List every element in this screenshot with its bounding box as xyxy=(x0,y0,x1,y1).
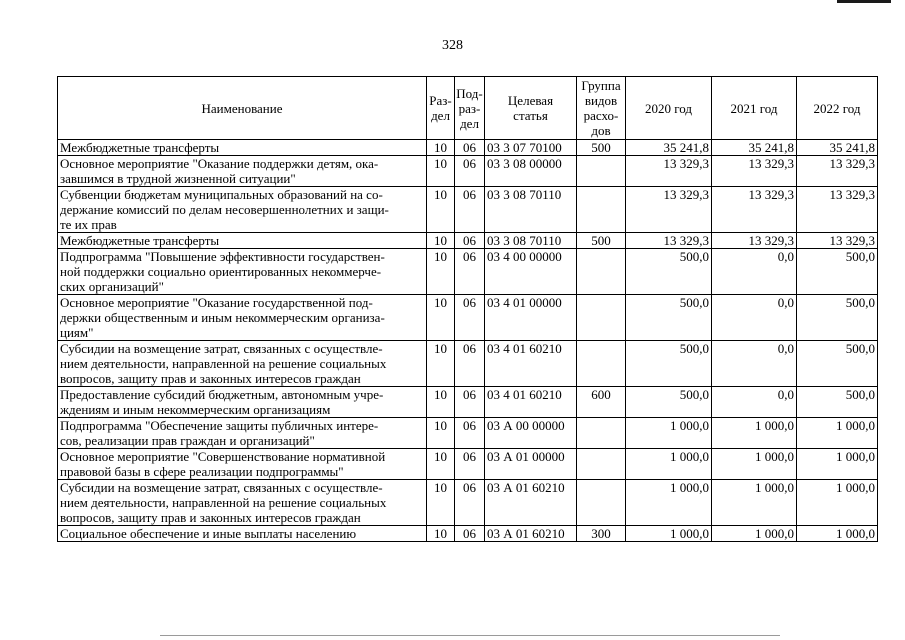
cell-2021: 1 000,0 xyxy=(712,418,797,449)
cell-2022: 13 329,3 xyxy=(797,156,878,187)
cell-2022: 1 000,0 xyxy=(797,526,878,542)
header-2021: 2021 год xyxy=(712,77,797,140)
cell-2020: 13 329,3 xyxy=(626,233,712,249)
cell-target: 03 4 01 60210 xyxy=(485,387,577,418)
cell-expense-group: 600 xyxy=(577,387,626,418)
header-section xyxy=(427,77,455,140)
cell-name: Предоставление субсидий бюджетным, автономным учре- ждениям и иным некоммерческим организациям xyxy=(58,387,427,418)
cell-expense-group xyxy=(577,480,626,526)
budget-table xyxy=(57,76,878,542)
table-row xyxy=(58,418,878,449)
cell-2020: 35 241,8 xyxy=(626,140,712,156)
cell-target: 03 3 07 70100 xyxy=(485,140,577,156)
header-subsection xyxy=(455,77,485,140)
cell-subsection: 06 xyxy=(455,249,485,295)
cell-expense-group xyxy=(577,249,626,295)
cell-name: Субвенции бюджетам муниципальных образований на со- держание комиссий по делам несовершеннолетних и защи- те их прав xyxy=(58,187,427,233)
cell-2022: 500,0 xyxy=(797,387,878,418)
cell-section: 10 xyxy=(427,387,455,418)
cell-2021: 13 329,3 xyxy=(712,187,797,233)
cell-section: 10 xyxy=(427,187,455,233)
header-expense-group xyxy=(577,77,626,140)
cell-2022: 35 241,8 xyxy=(797,140,878,156)
cell-expense-group xyxy=(577,418,626,449)
cell-expense-group xyxy=(577,156,626,187)
cell-target: 03 3 08 70110 xyxy=(485,233,577,249)
scan-edge-mark xyxy=(837,0,891,3)
cell-2022: 1 000,0 xyxy=(797,449,878,480)
cell-2020: 500,0 xyxy=(626,341,712,387)
cell-name: Социальное обеспечение и иные выплаты населению xyxy=(58,526,427,542)
cell-section: 10 xyxy=(427,140,455,156)
cell-2022: 500,0 xyxy=(797,295,878,341)
cell-section: 10 xyxy=(427,418,455,449)
table-row xyxy=(58,187,878,233)
cell-target: 03 4 00 00000 xyxy=(485,249,577,295)
cell-2020: 500,0 xyxy=(626,387,712,418)
cell-2020: 500,0 xyxy=(626,295,712,341)
cell-target: 03 А 00 00000 xyxy=(485,418,577,449)
header-expense-group-label: Группа видов расхо- дов xyxy=(581,78,621,138)
cell-2022: 1 000,0 xyxy=(797,418,878,449)
table-body xyxy=(58,140,878,542)
cell-expense-group: 300 xyxy=(577,526,626,542)
cell-section: 10 xyxy=(427,526,455,542)
cell-target: 03 3 08 00000 xyxy=(485,156,577,187)
cell-subsection: 06 xyxy=(455,295,485,341)
header-name: Наименование xyxy=(58,77,427,140)
table-row xyxy=(58,480,878,526)
table-row xyxy=(58,526,878,542)
cell-target: 03 4 01 00000 xyxy=(485,295,577,341)
cell-2022: 500,0 xyxy=(797,341,878,387)
page-number: 328 xyxy=(442,38,463,53)
cell-section: 10 xyxy=(427,249,455,295)
cell-subsection: 06 xyxy=(455,387,485,418)
header-2022: 2022 год xyxy=(797,77,878,140)
cell-section: 10 xyxy=(427,233,455,249)
header-section-label: Раз- дел xyxy=(429,93,452,123)
cell-2020: 13 329,3 xyxy=(626,156,712,187)
cell-target: 03 3 08 70110 xyxy=(485,187,577,233)
cell-expense-group xyxy=(577,187,626,233)
cell-2020: 13 329,3 xyxy=(626,187,712,233)
cell-2021: 0,0 xyxy=(712,249,797,295)
cell-2020: 1 000,0 xyxy=(626,480,712,526)
cell-2021: 1 000,0 xyxy=(712,449,797,480)
cell-expense-group: 500 xyxy=(577,140,626,156)
cell-section: 10 xyxy=(427,449,455,480)
table-row xyxy=(58,295,878,341)
cell-2021: 35 241,8 xyxy=(712,140,797,156)
cell-2020: 1 000,0 xyxy=(626,526,712,542)
table-row xyxy=(58,156,878,187)
cell-expense-group xyxy=(577,341,626,387)
header-subsection-label: Под- раз- дел xyxy=(456,85,483,131)
cell-name: Субсидии на возмещение затрат, связанных с осуществле- нием деятельности, направленной на решение социальных вопросов, защиту прав и законных интересов граждан xyxy=(58,480,427,526)
cell-subsection: 06 xyxy=(455,156,485,187)
cell-target: 03 А 01 60210 xyxy=(485,480,577,526)
cell-2022: 13 329,3 xyxy=(797,187,878,233)
cell-section: 10 xyxy=(427,480,455,526)
cell-subsection: 06 xyxy=(455,187,485,233)
cell-2020: 500,0 xyxy=(626,249,712,295)
cell-expense-group xyxy=(577,449,626,480)
cell-name: Основное мероприятие "Оказание государственной под- держки общественным и иным некоммерческим организа- циям" xyxy=(58,295,427,341)
cell-2021: 1 000,0 xyxy=(712,526,797,542)
table-row xyxy=(58,449,878,480)
table-row xyxy=(58,387,878,418)
cell-name: Подпрограмма "Повышение эффективности государствен- ной поддержки социально ориентированных некоммерче- ских организаций" xyxy=(58,249,427,295)
cell-section: 10 xyxy=(427,341,455,387)
cell-subsection: 06 xyxy=(455,418,485,449)
cell-2021: 13 329,3 xyxy=(712,233,797,249)
cell-subsection: 06 xyxy=(455,140,485,156)
cell-2021: 0,0 xyxy=(712,387,797,418)
cell-name: Межбюджетные трансферты xyxy=(58,140,427,156)
cell-target: 03 А 01 00000 xyxy=(485,449,577,480)
cell-subsection: 06 xyxy=(455,233,485,249)
cell-name: Основное мероприятие "Оказание поддержки детям, ока- завшимся в трудной жизненной ситуации" xyxy=(58,156,427,187)
cell-name: Подпрограмма "Обеспечение защиты публичных интере- сов, реализации прав граждан и организаций" xyxy=(58,418,427,449)
cell-2021: 1 000,0 xyxy=(712,480,797,526)
header-2020: 2020 год xyxy=(626,77,712,140)
cell-section: 10 xyxy=(427,295,455,341)
table-header-row xyxy=(58,77,878,140)
cell-2022: 1 000,0 xyxy=(797,480,878,526)
bottom-scan-line xyxy=(160,635,780,636)
cell-expense-group xyxy=(577,295,626,341)
cell-subsection: 06 xyxy=(455,480,485,526)
cell-2021: 0,0 xyxy=(712,341,797,387)
cell-expense-group: 500 xyxy=(577,233,626,249)
header-target-label: Целевая статья xyxy=(507,93,554,123)
cell-2021: 0,0 xyxy=(712,295,797,341)
table-row xyxy=(58,249,878,295)
cell-name: Субсидии на возмещение затрат, связанных с осуществле- нием деятельности, направленной на решение социальных вопросов, защиту прав и законных интересов граждан xyxy=(58,341,427,387)
cell-subsection: 06 xyxy=(455,526,485,542)
cell-name: Межбюджетные трансферты xyxy=(58,233,427,249)
cell-subsection: 06 xyxy=(455,341,485,387)
cell-2020: 1 000,0 xyxy=(626,449,712,480)
table-row xyxy=(58,341,878,387)
cell-2022: 500,0 xyxy=(797,249,878,295)
cell-target: 03 4 01 60210 xyxy=(485,341,577,387)
cell-subsection: 06 xyxy=(455,449,485,480)
table-row xyxy=(58,140,878,156)
cell-2022: 13 329,3 xyxy=(797,233,878,249)
cell-target: 03 А 01 60210 xyxy=(485,526,577,542)
header-target xyxy=(485,77,577,140)
cell-name: Основное мероприятие "Совершенствование нормативной правовой базы в сфере реализации подпрограммы" xyxy=(58,449,427,480)
table-row xyxy=(58,233,878,249)
cell-section: 10 xyxy=(427,156,455,187)
cell-2020: 1 000,0 xyxy=(626,418,712,449)
cell-2021: 13 329,3 xyxy=(712,156,797,187)
